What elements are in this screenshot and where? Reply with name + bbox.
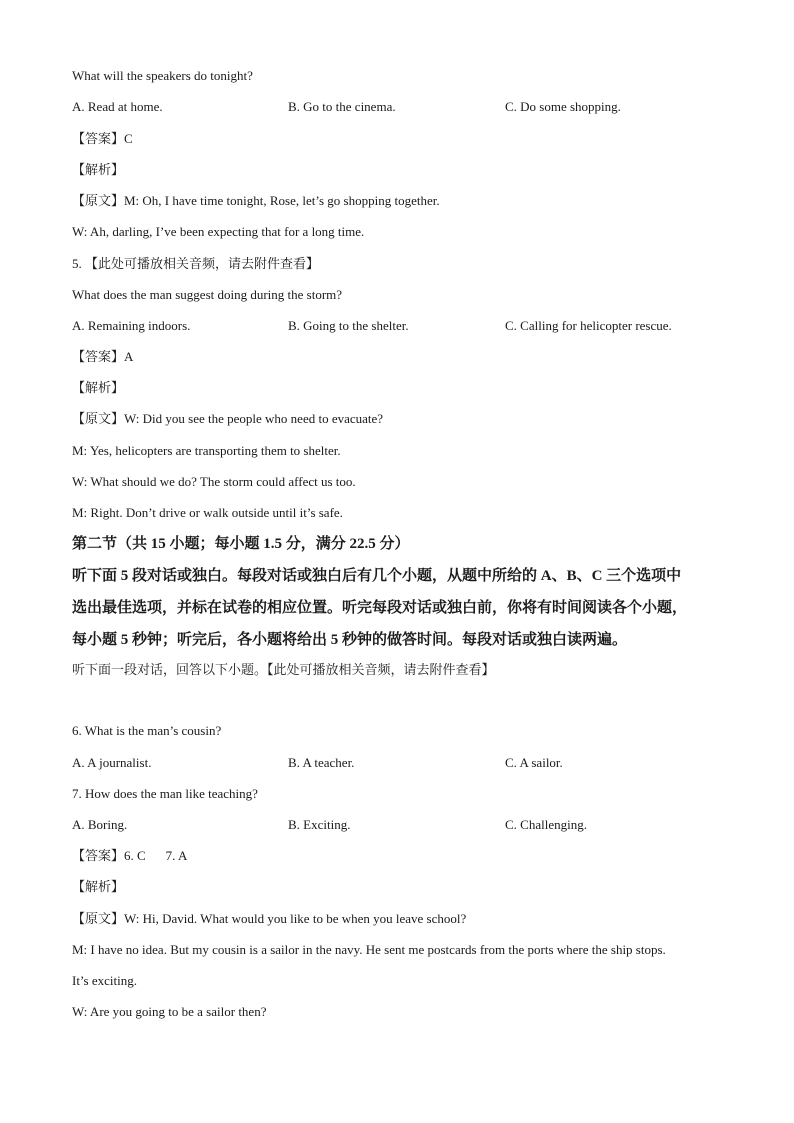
q7-option-b: B. Exciting. bbox=[288, 817, 351, 832]
q6-7-transcript-line: M: I have no idea. But my cousin is a sailor in the navy. He sent me postcards from the ports where the ship stops. bbox=[72, 942, 666, 957]
q5-transcript-line: W: What should we do? The storm could affect us too. bbox=[72, 474, 356, 489]
section-instructions: 听下面 5 段对话或独白。每段对话或独白后有几个小题，从题中所给的 A、B、C 三个选项中 bbox=[72, 568, 682, 584]
q6-option-b: B. A teacher. bbox=[288, 755, 355, 770]
q6-answer: 【答案】6. C bbox=[72, 848, 146, 863]
q4-option-a: A. Read at home. bbox=[72, 99, 163, 114]
q7-option-c: C. Challenging. bbox=[505, 817, 587, 832]
q7-question: 7. How does the man like teaching? bbox=[72, 786, 258, 801]
q4-option-c: C. Do some shopping. bbox=[505, 99, 621, 114]
q6-7-answer bbox=[72, 847, 187, 865]
section-instructions: 每小题 5 秒钟；听完后，各小题将给出 5 秒钟的做答时间。每段对话或独白读两遍。 bbox=[72, 632, 628, 648]
q5-analysis: 【解析】 bbox=[72, 380, 125, 395]
q5-transcript-line: 【原文】W: Did you see the people who need to evacuate? bbox=[72, 411, 384, 426]
section-prompt: 听下面一段对话，回答以下小题。【此处可播放相关音频，请去附件查看】 bbox=[72, 662, 495, 677]
q4-transcript-line: W: Ah, darling, I’ve been expecting that for a long time. bbox=[72, 224, 365, 239]
q5-transcript-line: M: Yes, helicopters are transporting them to shelter. bbox=[72, 443, 341, 458]
q4-transcript-line: 【原文】M: Oh, I have time tonight, Rose, let’s go shopping together. bbox=[72, 193, 440, 208]
q5-option-a: A. Remaining indoors. bbox=[72, 318, 191, 333]
q6-option-c: C. A sailor. bbox=[505, 755, 563, 770]
q5-answer: 【答案】A bbox=[72, 349, 134, 364]
q6-7-analysis: 【解析】 bbox=[72, 879, 125, 894]
q6-7-transcript-line: 【原文】W: Hi, David. What would you like to be when you leave school? bbox=[72, 911, 467, 926]
q6-7-transcript-line: It’s exciting. bbox=[72, 973, 137, 988]
q4-analysis: 【解析】 bbox=[72, 162, 125, 177]
q6-question: 6. What is the man’s cousin? bbox=[72, 723, 222, 738]
q6-7-transcript-line: W: Are you going to be a sailor then? bbox=[72, 1004, 267, 1019]
section-instructions: 选出最佳选项，并标在试卷的相应位置。听完每段对话或独白前，你将有时间阅读各个小题， bbox=[72, 600, 688, 616]
q5-question: What does the man suggest doing during the storm? bbox=[72, 287, 343, 302]
q7-answer: 7. A bbox=[165, 848, 188, 863]
q4-question: What will the speakers do tonight? bbox=[72, 68, 253, 83]
section-title: 第二节（共 15 小题；每小题 1.5 分，满分 22.5 分） bbox=[72, 536, 410, 552]
q4-option-b: B. Go to the cinema. bbox=[288, 99, 396, 114]
q5-transcript-line: M: Right. Don’t drive or walk outside until it’s safe. bbox=[72, 505, 343, 520]
q5-header: 5. 【此处可播放相关音频，请去附件查看】 bbox=[72, 256, 320, 271]
q5-option-b: B. Going to the shelter. bbox=[288, 318, 409, 333]
q4-answer: 【答案】C bbox=[72, 131, 133, 146]
q5-option-c: C. Calling for helicopter rescue. bbox=[505, 318, 672, 333]
q6-option-a: A. A journalist. bbox=[72, 755, 152, 770]
q7-option-a: A. Boring. bbox=[72, 817, 128, 832]
